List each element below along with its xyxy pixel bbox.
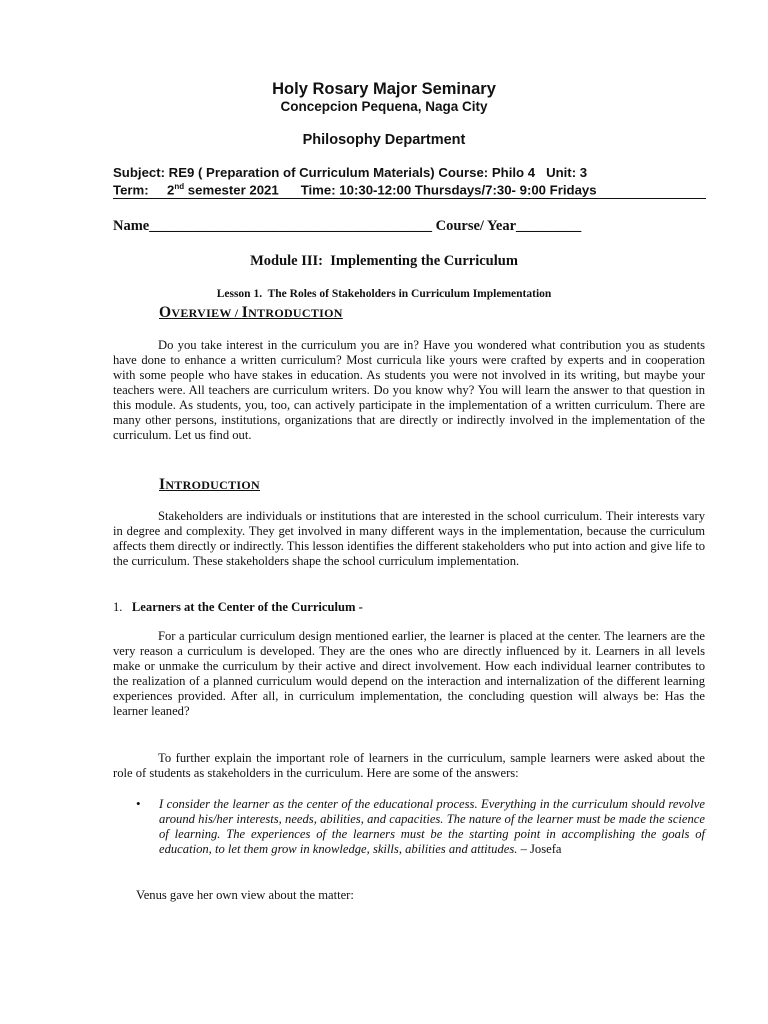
sample-learners-paragraph [113, 751, 705, 781]
learners-paragraph-text: For a particular curriculum design mentioned earlier, the learner is placed at the center. The learners are the very reason a curriculum is developed. They are the ones who are directly influenced by it. Learners in all levels make or unmake the curriculum by their active and direct involvement. How each individual learner contributes to the realization of a planned curriculum would depend on the interaction and internalization of the different learning experiences provided. After all, in curriculum implementation, the concluding question will always be: Has the learner leaned? [113, 629, 705, 718]
introduction-heading-rest: NTRODUCTION [165, 478, 260, 492]
overview-heading-rest2: NTRODUCTION [248, 306, 343, 320]
overview-heading-cap: O [159, 304, 172, 321]
lesson-title: Lesson 1. The Roles of Stakeholders in Curriculum Implementation [216, 288, 552, 300]
introduction-paragraph-text: Stakeholders are individuals or institutions that are interested in the school curriculum. Their interests vary in degree and complexity. They get involved in many different ways in the implementation, because the curriculum affects them directly or indirectly. This lesson identifies the different stakeholders who put into action and give life to the curriculum. These stakeholders shape the school curriculum implementation. [113, 509, 705, 568]
introduction-heading [159, 476, 260, 494]
introduction-paragraph [113, 509, 705, 569]
overview-heading-cap2: I [241, 304, 249, 321]
module-title: Module III: Implementing the Curriculum [250, 253, 518, 269]
sample-learners-paragraph-text: To further explain the important role of learners in the curriculum, sample learners were asked about the role of students as stakeholders in the curriculum. Here are some of the answers: [113, 751, 705, 780]
department-title: Philosophy Department [302, 132, 466, 148]
term-label: Term: [113, 182, 149, 198]
venus-intro: Venus gave her own view about the matter: [136, 888, 354, 902]
overview-paragraph [113, 338, 705, 443]
overview-paragraph-text: Do you take interest in the curriculum you are in? Have you wondered what contribution you as students have done to enhance a written curriculum? Most curricula like yours were crafted by experts and in cooperation with some people who have stakes in education. As students you were not involved in its writing, but maybe your teachers were. All teachers are curriculum writers. Do you know why? You will learn the answer to that question in this module. As students, you, too, can actively participate in the implementation of a written curriculum. There are many other persons, institutions, organizations that are directly or indirectly involved in the implementation of the curriculum. Let us find out. [113, 338, 705, 442]
overview-heading-rest: VERVIEW / [171, 306, 242, 320]
introduction-heading-cap: I [159, 476, 166, 493]
learners-paragraph [113, 629, 705, 719]
bullet-icon: • [136, 796, 141, 811]
quote-author: – Josefa [517, 842, 562, 856]
institution-location: Concepcion Pequena, Naga City [280, 99, 488, 114]
section-title: Learners at the Center of the Curriculum - [131, 600, 363, 614]
name-course-line: Name_______________________________________ Course/ Year_________ [113, 218, 582, 234]
term-superscript: nd [174, 182, 185, 191]
josefa-quote [159, 797, 705, 857]
quote-text: I consider the learner as the center of the educational process. Everything in the curriculum should revolve around his/her interests, needs, abilities, and capacities. The nature of the learner must be made the science of learning. The experiences of the learners must be the starting point in accomplishing the goals of education, to let them grow in knowledge, skills, abilities and attitudes. [159, 797, 705, 856]
section-heading-learners [113, 600, 363, 615]
term-line [113, 182, 597, 197]
subject-line: Subject: RE9 ( Preparation of Curriculum Materials) Course: Philo 4 Unit: 3 [113, 165, 588, 180]
overview-heading [159, 304, 343, 322]
institution-title: Holy Rosary Major Seminary [272, 80, 496, 98]
header-divider [113, 198, 706, 199]
term-number: 2 [167, 182, 175, 198]
section-number: 1. [113, 600, 123, 614]
term-semester: semester 2021 [187, 182, 279, 198]
time-schedule: Time: 10:30-12:00 Thursdays/7:30- 9:00 Fridays [300, 182, 597, 198]
